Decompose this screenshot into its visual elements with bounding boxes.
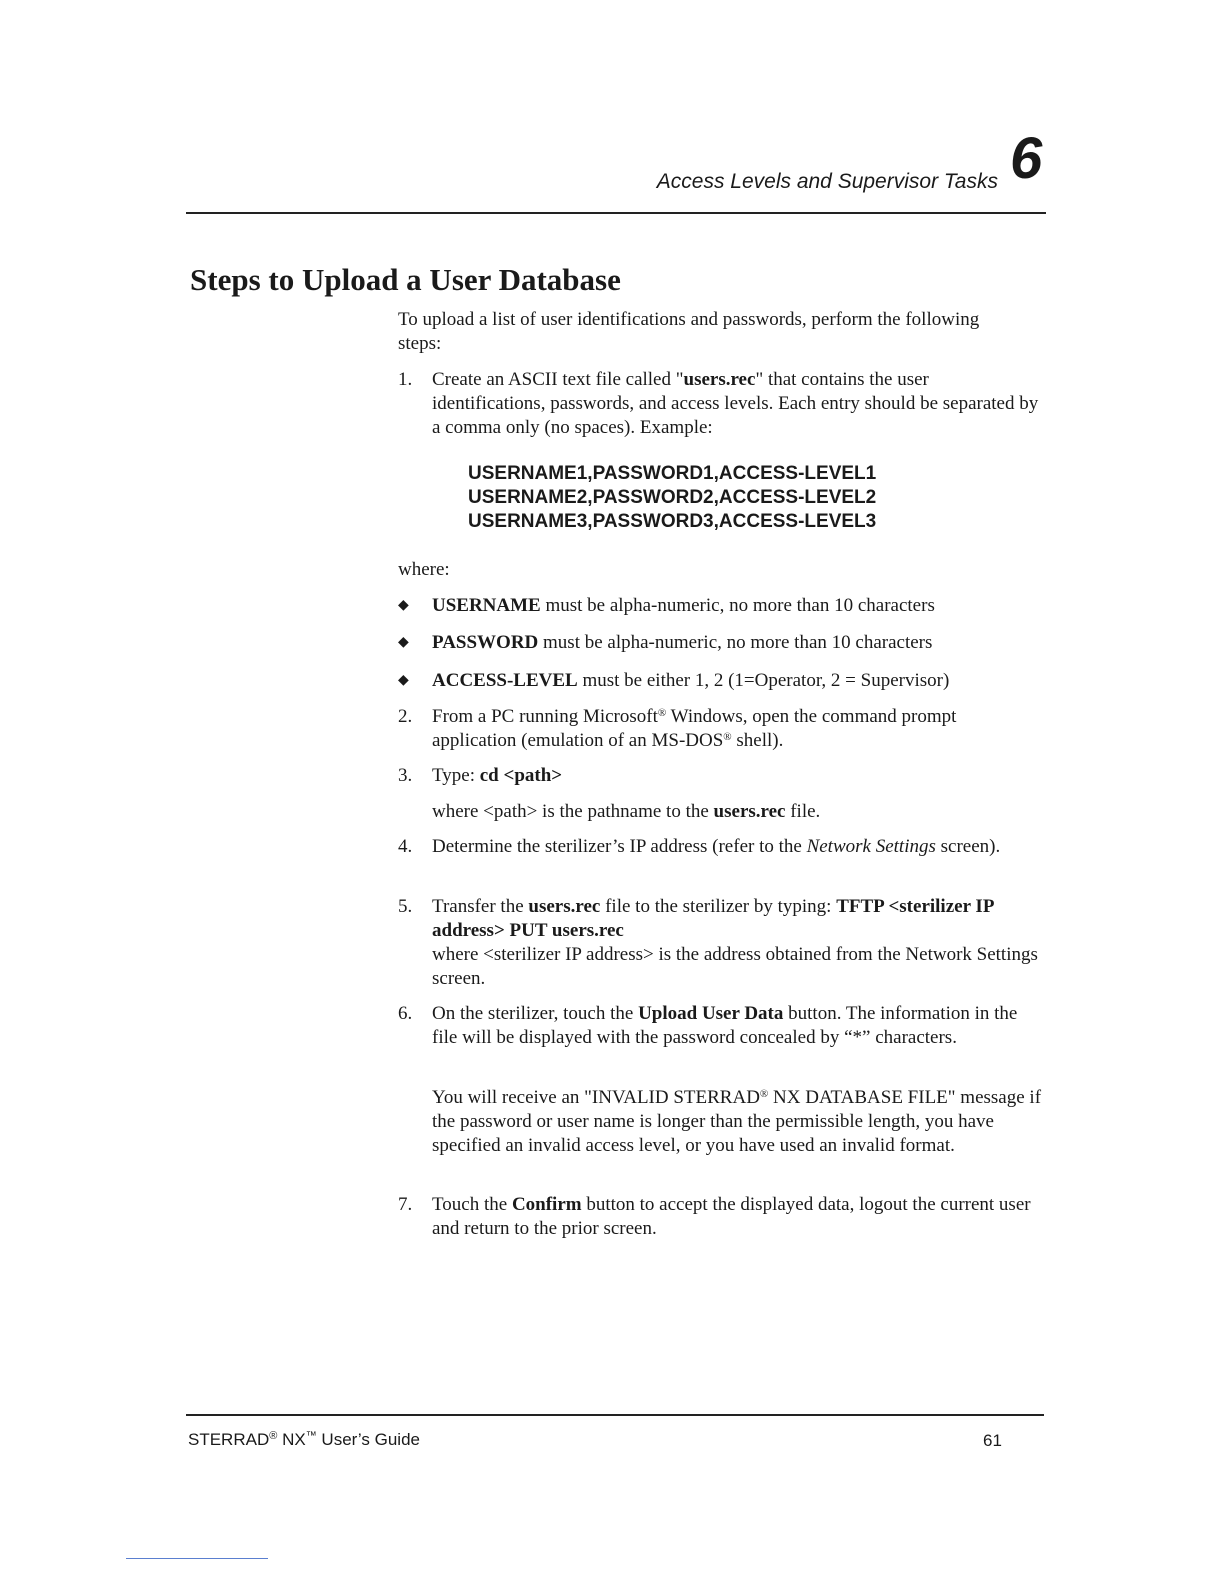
diamond-bullet-icon: ◆: [398, 598, 409, 613]
step-number: 5.: [398, 896, 413, 917]
scan-edge-line: [126, 1558, 268, 1559]
step-text: On the sterilizer, touch the Upload User Data button. The information in the file will be displayed with the password concealed by “*” characters.: [432, 1003, 1018, 1048]
step-number: 2.: [398, 706, 413, 727]
step-text: Type: cd <path>: [432, 765, 563, 786]
section-title: Steps to Upload a User Database: [190, 262, 621, 297]
step-number: 3.: [398, 765, 413, 786]
header-rule: [186, 212, 1046, 214]
step-number: 6.: [398, 1003, 413, 1024]
step-3-detail: where <path> is the pathname to the users.rec file.: [432, 801, 821, 822]
step-number: 1.: [398, 369, 413, 390]
example-line: USERNAME2,PASSWORD2,ACCESS-LEVEL2: [468, 487, 877, 508]
footer-rule: [186, 1414, 1044, 1416]
step-text: Determine the sterilizer’s IP address (refer to the Network Settings screen).: [432, 836, 1001, 857]
diamond-bullet-icon: ◆: [398, 673, 409, 688]
step-6-note: You will receive an "INVALID STERRAD® NX DATABASE FILE" message if the password or user name is longer than the permissible length, you have specified an invalid access level, or you have used an invalid format.: [432, 1087, 1042, 1156]
intro-paragraph: To upload a list of user identifications and passwords, perform the following steps:: [398, 309, 980, 354]
step-text: From a PC running Microsoft® Windows, open the command prompt application (emulation of an MS-DOS® shell).: [432, 706, 957, 751]
footer-guide-title: STERRAD® NX™ User’s Guide: [188, 1430, 420, 1449]
running-header-title: Access Levels and Supervisor Tasks: [656, 170, 998, 193]
example-code-block: [468, 462, 876, 534]
example-line: USERNAME3,PASSWORD3,ACCESS-LEVEL3: [468, 511, 877, 532]
step-number: 7.: [398, 1194, 413, 1215]
step-text: Transfer the users.rec file to the sterilizer by typing: TFTP <sterilizer IP address> PUT users.rec where <sterilizer IP address> is the address obtained from the Network Settings screen.: [432, 896, 1038, 989]
page-number: 61: [983, 1431, 1002, 1450]
example-line: USERNAME1,PASSWORD1,ACCESS-LEVEL1: [468, 463, 877, 484]
step-text: Create an ASCII text file called "users.rec" that contains the user identifications, passwords, and access levels. Each entry should be separated by a comma only (no spaces). Example:: [432, 369, 1039, 438]
step-number: 4.: [398, 836, 413, 857]
step-text: Touch the Confirm button to accept the displayed data, logout the current user and return to the prior screen.: [432, 1194, 1031, 1239]
chapter-number: 6: [1010, 126, 1043, 191]
where-label: where:: [398, 559, 450, 580]
diamond-bullet-icon: ◆: [398, 635, 409, 650]
